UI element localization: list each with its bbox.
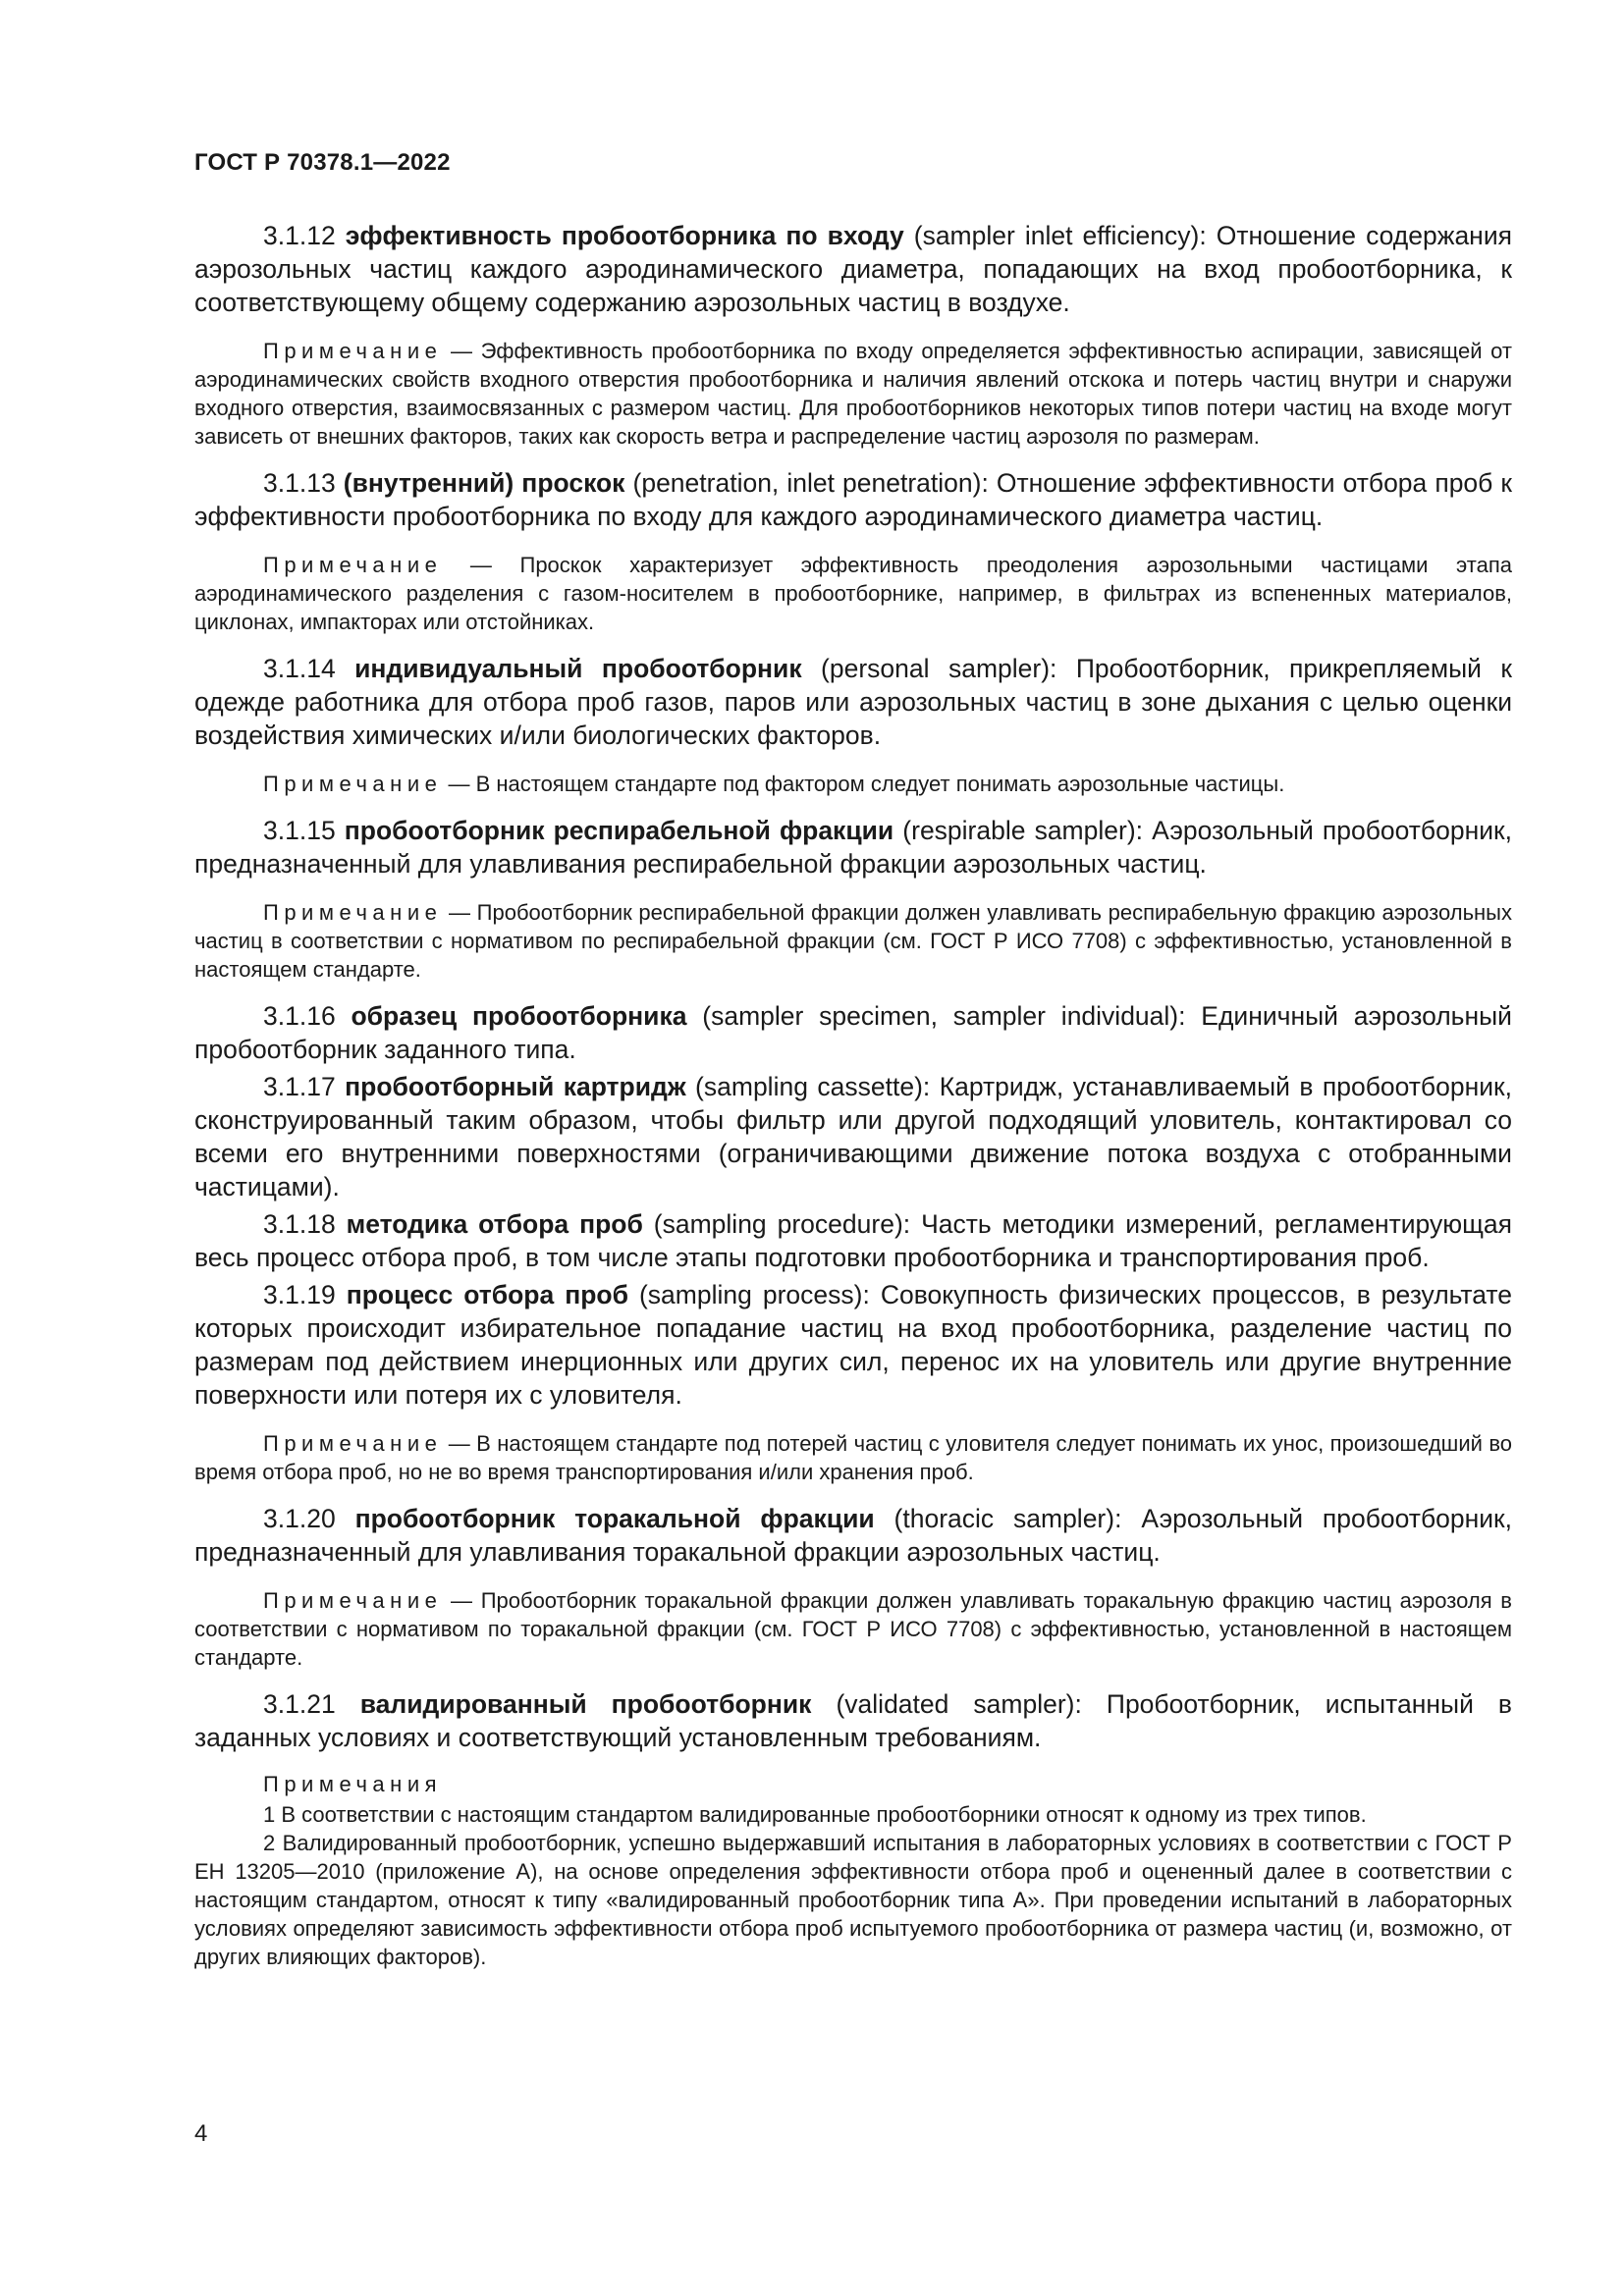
note-item: 1 В соответствии с настоящим стандартом валидированные пробоотборники относят к одному из трех типов. <box>263 1802 1367 1827</box>
term-name: пробоотборник респирабельной фракции <box>344 816 894 845</box>
document-body <box>194 219 1512 1971</box>
note-item: 2 Валидированный пробоотборник, успешно выдержавший испытания в лабораторных условиях в соответствии с ГОСТ Р ЕН 13205—2010 (приложение А), на основе определения эффективности отбора проб и оцененный далее в соответствии с настоящим стандартом, относят к типу «валидированный пробоотборник типа А». При проведении испытаний в лабораторных условиях определяют зависимость эффективности отбора проб испытуемого пробоотборника от размера частиц (и, возможно, от других влияющих факторов). <box>194 1831 1512 1969</box>
term-name: валидированный пробоотборник <box>359 1689 812 1719</box>
term-name: эффективность пробоотборника по входу <box>345 221 904 250</box>
note-label: Примечание <box>263 339 443 363</box>
term-name: методика отбора проб <box>346 1209 643 1239</box>
term-entry: 3.1.14 индивидуальный пробоотборник (personal sampler): Пробоотборник, прикрепляемый к одежде работника для отбора проб газов, паров или аэрозольных частиц в зоне дыхания с целью оценки воздействия химических и/или биологических факторов. <box>194 654 1512 750</box>
term-name: пробоотборный картридж <box>345 1072 686 1101</box>
document-header: ГОСТ Р 70378.1—2022 <box>194 149 451 176</box>
term-entry: 3.1.16 образец пробоотборника (sampler specimen, sampler individual): Единичный аэрозольный пробоотборник заданного типа. <box>194 1001 1512 1064</box>
term-entry: 3.1.12 эффективность пробоотборника по входу (sampler inlet efficiency): Отношение содержания аэрозольных частиц каждого аэродинамического диаметра, попадающих на вход пробоотборника, к соответствующему общему содержанию аэрозольных частиц в воздухе. <box>194 221 1512 317</box>
note-label: Примечание <box>263 1431 443 1456</box>
term-entry: 3.1.18 методика отбора проб (sampling procedure): Часть методики измерений, регламентирующая весь процесс отбора проб, в том числе этапы подготовки пробоотборника и транспортирования проб. <box>194 1209 1512 1272</box>
term-name: пробоотборник торакальной фракции <box>354 1504 875 1533</box>
note: Примечание — В настоящем стандарте под потерей частиц с уловителя следует понимать их унос, произошедший во время отбора проб, но не во время транспортирования и/или хранения проб. <box>194 1431 1512 1484</box>
note-label: Примечание <box>263 553 443 577</box>
note: Примечание — Пробоотборник респирабельной фракции должен улавливать респирабельную фракцию аэрозольных частиц в соответствии с нормативом по респирабельной фракции (см. ГОСТ Р ИСО 7708) с эффективностью, установленной в настоящем стандарте. <box>194 900 1512 982</box>
term-entry: 3.1.17 пробоотборный картридж (sampling cassette): Картридж, устанавливаемый в пробоотборник, сконструированный таким образом, чтобы фильтр или другой подходящий уловитель, контактировал со всеми его внутренними поверхностями (ограничивающими движение потока воздуха с отобранными частицами). <box>194 1072 1512 1201</box>
note-label: Примечание <box>263 900 443 925</box>
term-entry: 3.1.21 валидированный пробоотборник (validated sampler): Пробоотборник, испытанный в заданных условиях и соответствующий установленным требованиям. <box>194 1689 1512 1752</box>
term-name: (внутренний) проскок <box>343 468 625 498</box>
note: Примечание — Эффективность пробоотборника по входу определяется эффективностью аспирации, зависящей от аэродинамических свойств входного отверстия пробоотборника и наличия явлений отскока и потерь частиц внутри и снаружи входного отверстия, взаимосвязанных с размером частиц. Для пробоотборников некоторых типов потери частиц на входе могут зависеть от внешних факторов, таких как скорость ветра и распределение частиц аэрозоля по размерам. <box>194 339 1512 449</box>
term-entry: 3.1.19 процесс отбора проб (sampling process): Совокупность физических процессов, в результате которых происходит избирательное попадание частиц на вход пробоотборника, разделение частиц по размерам под действием инерционных или других сил, перенос их на уловитель или другие внутренние поверхности или потеря их с уловителя. <box>194 1280 1512 1410</box>
note-label: Примечание <box>263 1588 443 1613</box>
note-label: Примечание <box>263 772 443 796</box>
note: Примечание — Пробоотборник торакальной фракции должен улавливать торакальную фракцию частиц аэрозоля в соответствии с нормативом по торакальной фракции (см. ГОСТ Р ИСО 7708) с эффективностью, установленной в настоящем стандарте. <box>194 1588 1512 1670</box>
note: Примечание — В настоящем стандарте под фактором следует понимать аэрозольные частицы. <box>263 772 1285 796</box>
page-number: 4 <box>194 2120 208 2147</box>
term-entry: 3.1.15 пробоотборник респирабельной фракции (respirable sampler): Аэрозольный пробоотборник, предназначенный для улавливания респирабельной фракции аэрозольных частиц. <box>194 816 1512 879</box>
notes-heading: Примечания <box>263 1772 443 1796</box>
term-name: индивидуальный пробоотборник <box>354 654 802 683</box>
term-entry: 3.1.13 (внутренний) проскок (penetration, inlet penetration): Отношение эффективности отбора проб к эффективности пробоотборника по входу для каждого аэродинамического диаметра частиц. <box>194 468 1512 531</box>
term-name: образец пробоотборника <box>351 1001 687 1031</box>
term-entry: 3.1.20 пробоотборник торакальной фракции (thoracic sampler): Аэрозольный пробоотборник, предназначенный для улавливания торакальной фракции аэрозольных частиц. <box>194 1504 1512 1567</box>
note: Примечание — Проскок характеризует эффективность преодоления аэрозольными частицами этапа аэродинамического разделения с газом-носителем в пробоотборнике, например, в фильтрах из вспененных материалов, циклонах, импакторах или отстойниках. <box>194 553 1512 634</box>
term-name: процесс отбора проб <box>346 1280 628 1309</box>
